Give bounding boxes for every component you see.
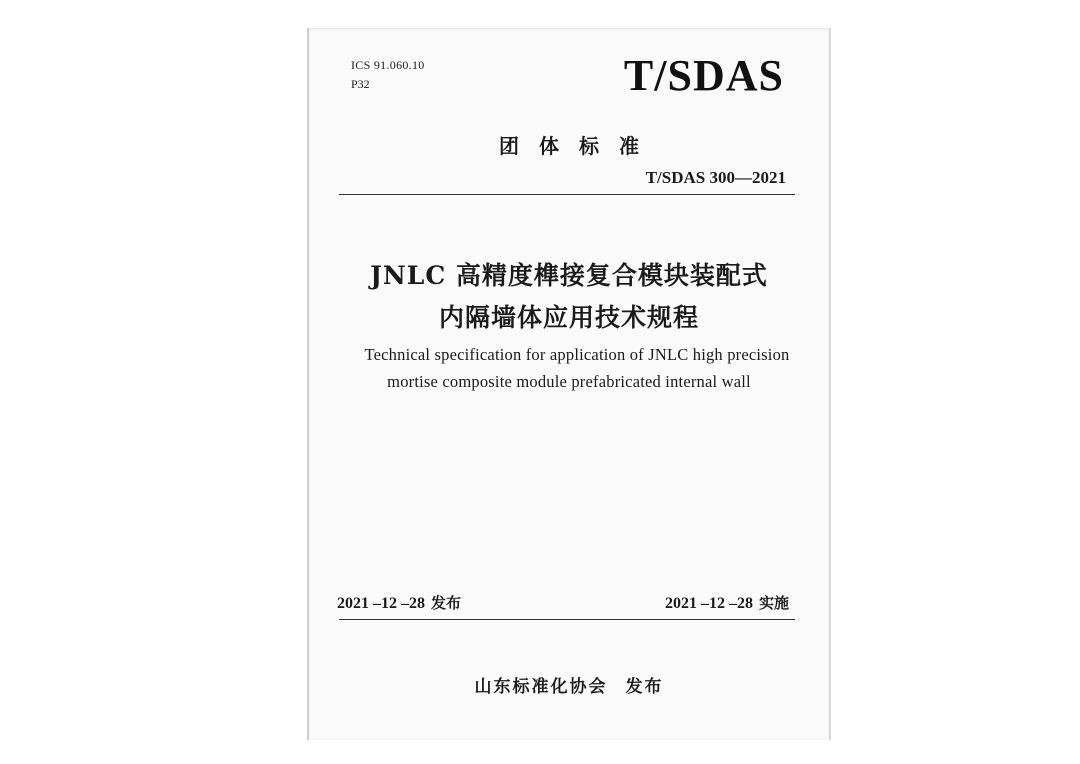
standard-number: T/SDAS 300—2021	[645, 168, 786, 187]
implementation-label: 实施	[758, 594, 789, 612]
title-english-line1: Technical specification for application of JNLC high precision	[364, 345, 790, 364]
issue-label: 发布	[431, 594, 462, 612]
document-cover	[307, 28, 831, 740]
implementation-date-block	[665, 592, 789, 613]
classification-code: P32	[351, 77, 370, 91]
publisher-name: 山东标准化协会	[474, 677, 608, 697]
standard-type: 团体标准	[499, 134, 659, 158]
ics-code: ICS 91.060.10	[351, 58, 425, 72]
title-chinese-line1: JNLC 高精度榫接复合模块装配式	[370, 261, 768, 290]
publisher-action: 发布	[625, 677, 664, 697]
implementation-date: 2021 –12 –28	[664, 595, 753, 612]
publisher-block	[309, 672, 829, 697]
issue-date: 2021 –12 –28	[337, 595, 425, 612]
title-english-line2: mortise composite module prefabricated internal wall	[387, 372, 751, 391]
issue-date-block	[337, 592, 461, 613]
top-divider	[339, 194, 795, 195]
organization-mark: T/SDAS	[623, 51, 784, 100]
bottom-divider	[339, 619, 795, 620]
title-chinese-line2: 内隔墙体应用技术规程	[438, 303, 699, 332]
